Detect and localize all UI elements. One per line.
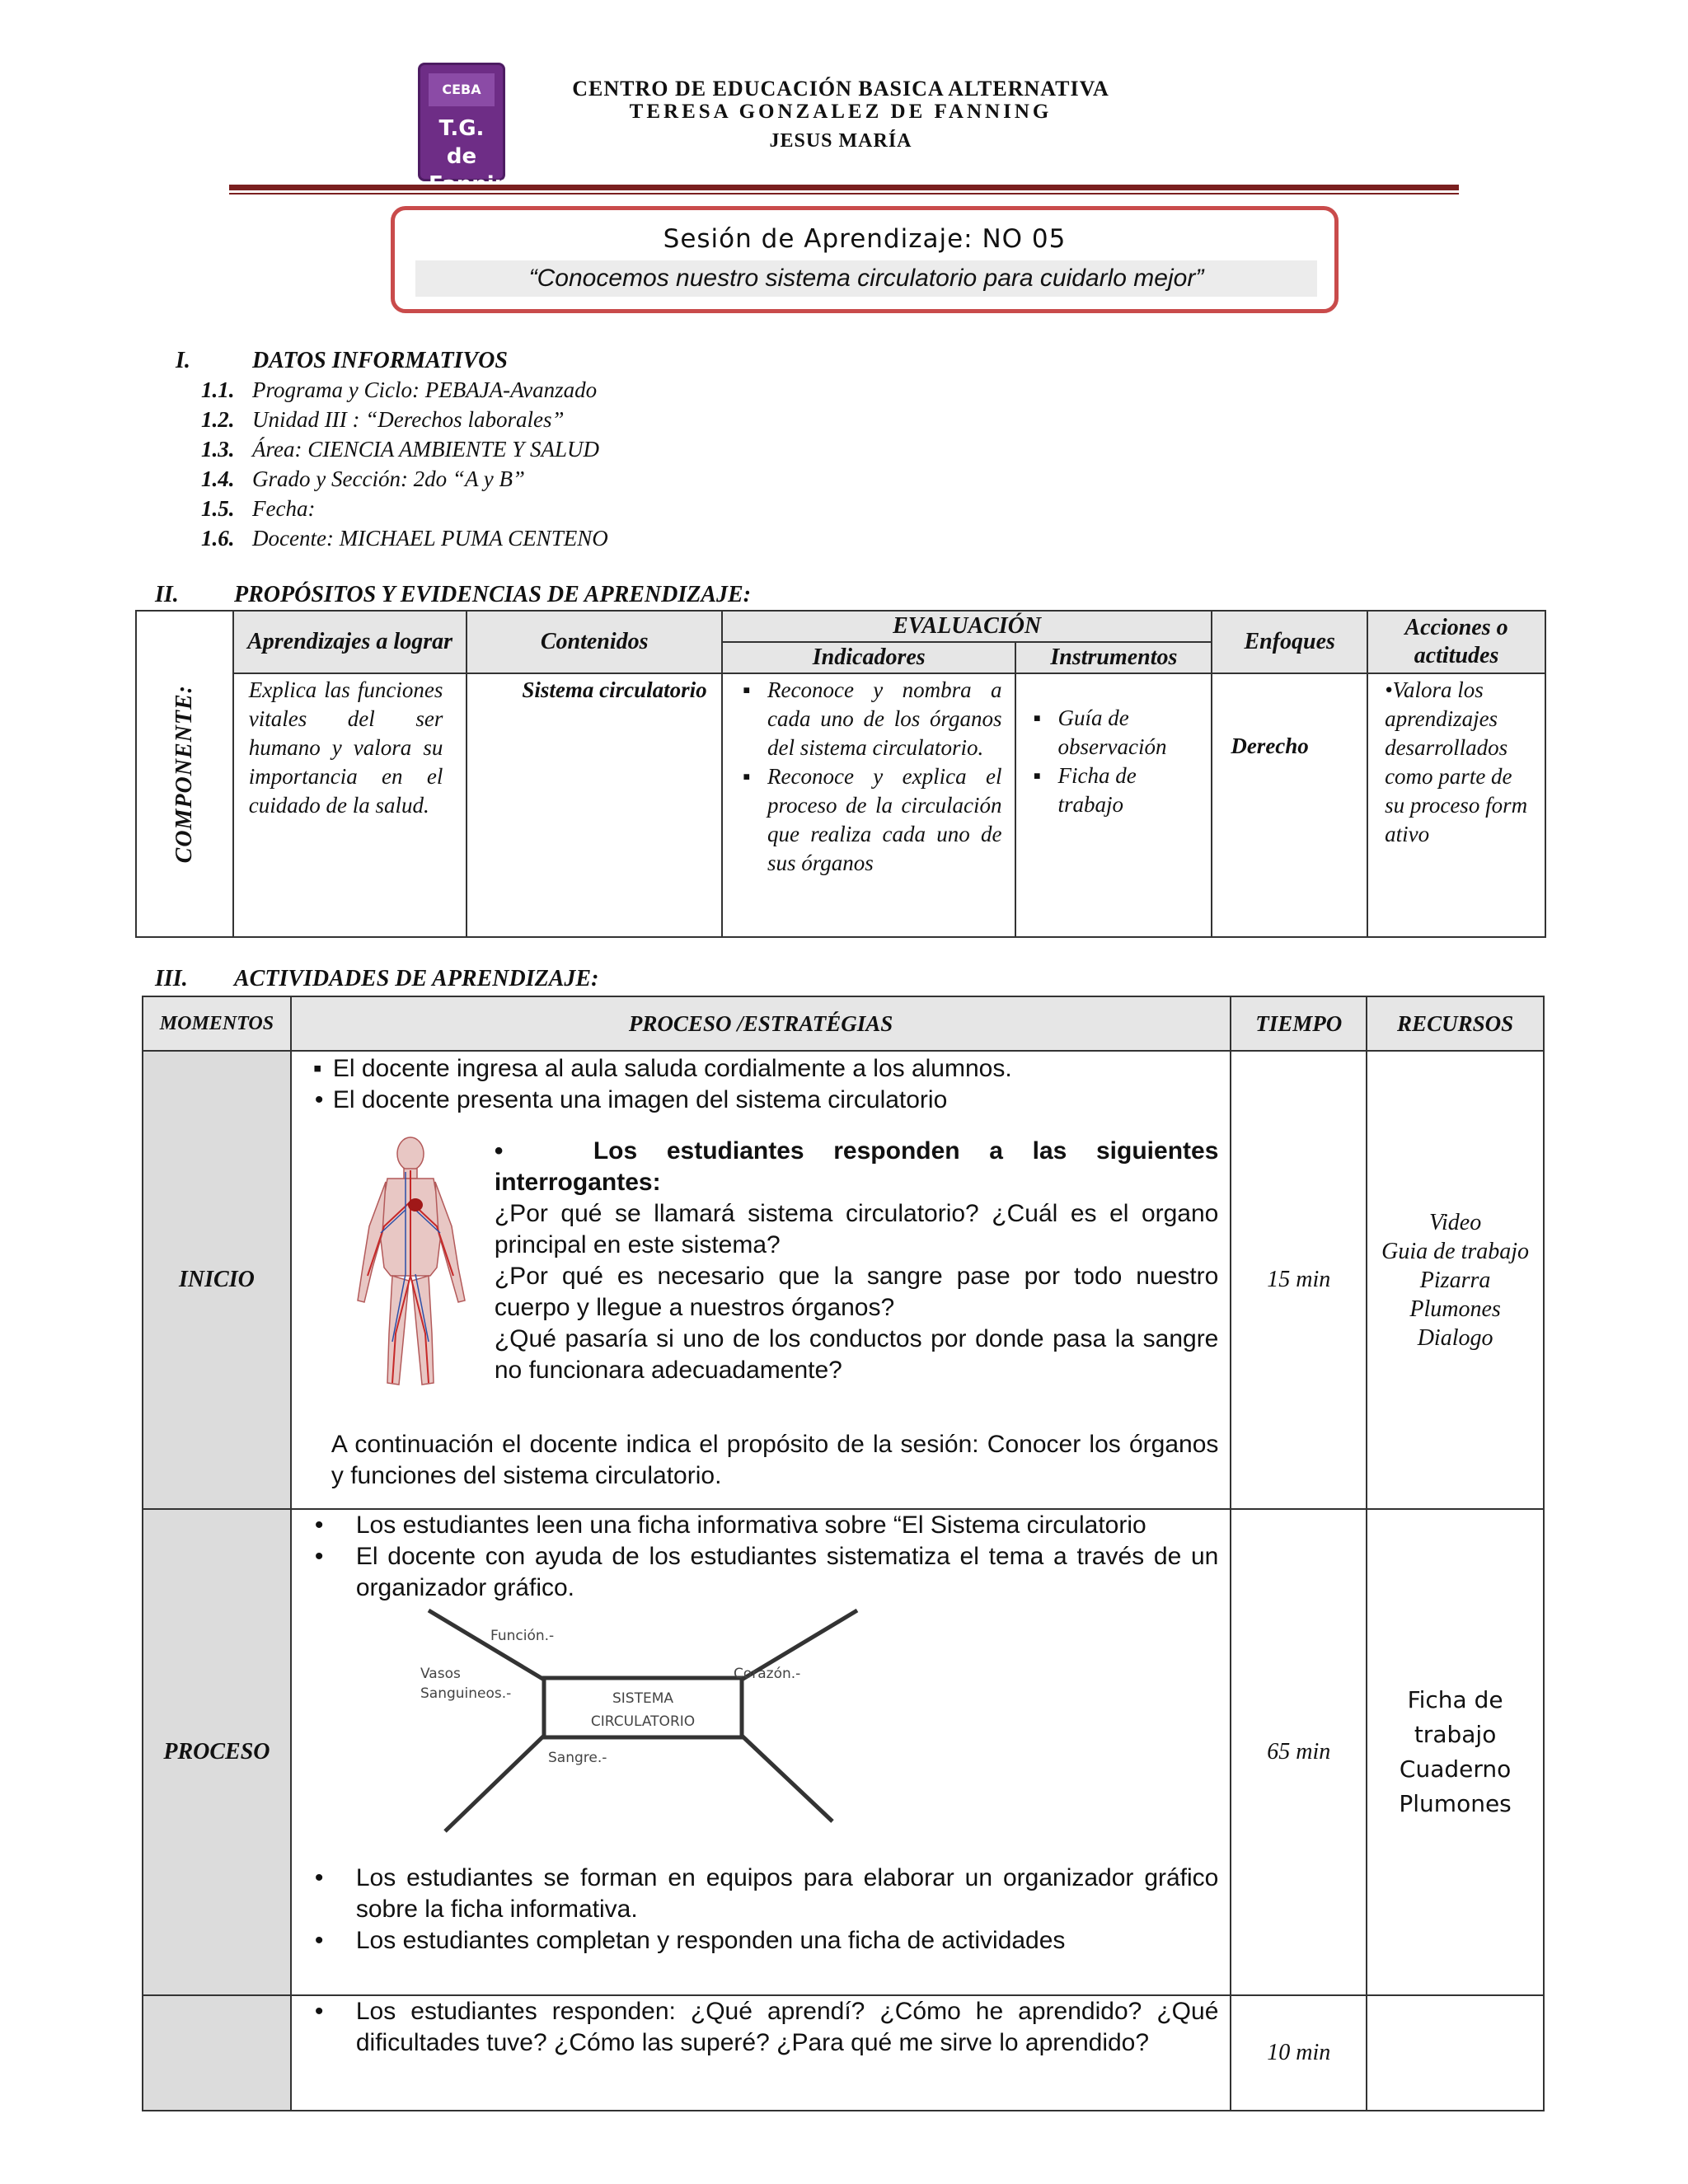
pregunta-3: ¿Qué pasaría si uno de los conductos por donde pasa la sangre no funcionara adecuadamente? [494, 1325, 1219, 1384]
acciones-text: •Valora los aprendizajes desarrollados como parte de su proceso form ativo [1385, 677, 1528, 846]
instrumento-item: ▪ Guía de observación [1025, 704, 1203, 762]
col-aprendizajes: Aprendizajes a lograr [233, 611, 467, 673]
logo-text-top: CEBA [429, 73, 495, 106]
diagram-corazon-label: Corazón.- [733, 1666, 801, 1682]
inicio-list [305, 1053, 1219, 1085]
header-rule [229, 185, 1459, 190]
diagram-funcion-label: Función.- [490, 1628, 555, 1644]
propositos-table [135, 610, 1546, 938]
cierre-list [305, 1996, 1219, 2059]
diagram-vasos-label-2: Sanguineos.- [420, 1685, 512, 1702]
recurso-item: Dialogo [1417, 1324, 1493, 1351]
diagram-center-label-2: CIRCULATORIO [590, 1713, 696, 1730]
indicadores-list [734, 676, 1001, 878]
instrumento-item: ▪ Ficha de trabajo [1025, 762, 1203, 819]
body-silhouette-icon [345, 1136, 476, 1391]
datos-item: 1.4. Grado y Sección: 2do “A y B” [201, 466, 525, 491]
preguntas-title: • Los estudiantes responden a las siguientes interrogantes: [494, 1137, 1219, 1196]
proceso-tiempo: 65 min [1231, 1509, 1367, 1995]
actividades-table [142, 996, 1545, 2111]
school-logo [418, 63, 505, 181]
contenido-text: Sistema circulatorio [522, 677, 707, 702]
recurso-item: Cuaderno [1399, 1755, 1512, 1783]
col-recursos: RECURSOS [1367, 996, 1544, 1051]
inicio-list-2 [305, 1085, 1219, 1116]
datos-item: 1.6. Docente: MICHAEL PUMA CENTENO [201, 526, 608, 551]
diagram-leg-vasos [445, 1736, 544, 1831]
indicador-item: ▪ Reconoce y nombra a cada uno de los órganos del sistema circulatorio. [734, 676, 1001, 762]
proceso-recursos [1367, 1509, 1544, 1995]
section-2-numeral: II. [155, 582, 179, 607]
momento-cierre [143, 1995, 291, 2111]
inicio-tiempo: 15 min [1231, 1051, 1367, 1509]
col-instrumentos: Instrumentos [1015, 642, 1212, 673]
contenido-cell [467, 673, 722, 937]
school-location: JESUS MARÍA [769, 130, 912, 152]
diagram-leg-sangre [742, 1736, 832, 1821]
school-name-line2: TERESA GONZALEZ DE FANNING [629, 101, 1053, 123]
col-indicadores: Indicadores [722, 642, 1015, 673]
datos-list [201, 377, 943, 555]
cierre-tiempo: 10 min [1231, 1995, 1367, 2111]
proceso-list [305, 1510, 1219, 1604]
proceso-item: • Los estudiantes leen una ficha informativa sobre “El Sistema circulatorio [305, 1510, 1219, 1541]
momento-proceso: PROCESO [143, 1509, 291, 1995]
aprendizaje-cell [233, 673, 467, 937]
recurso-item: Video [1428, 1209, 1482, 1235]
recurso-item: Plumones [1399, 1790, 1512, 1817]
inicio-proceso-cell [291, 1051, 1231, 1509]
inicio-recursos [1367, 1051, 1544, 1509]
header-rule-thin [229, 193, 1459, 194]
session-box [391, 206, 1339, 313]
enfoque-cell [1212, 673, 1367, 937]
proceso-list-2 [305, 1863, 1219, 1957]
diagram-sangre-label: Sangre.- [547, 1750, 607, 1766]
acciones-cell [1367, 673, 1545, 937]
recurso-item: Pizarra [1419, 1267, 1491, 1293]
componente-cell [136, 611, 233, 937]
momento-inicio: INICIO [143, 1051, 291, 1509]
organizador-grafico [412, 1605, 874, 1853]
recurso-item: Guia de trabajo [1381, 1238, 1530, 1264]
recurso-item: Ficha de trabajo [1407, 1686, 1503, 1748]
datos-item: 1.1. Programa y Ciclo: PEBAJA-Avanzado [201, 377, 598, 402]
componente-label: COMPONENTE: [171, 684, 198, 864]
col-tiempo: TIEMPO [1231, 996, 1367, 1051]
indicador-item: ▪ Reconoce y explica el proceso de la circulación que realiza cada uno de sus órganos [734, 762, 1001, 878]
recurso-item: Plumones [1409, 1296, 1501, 1322]
aprendizaje-text: Explica las funciones vitales del ser humano y valora su importancia en el cuidado de la salud. [248, 677, 443, 818]
col-momentos: MOMENTOS [143, 996, 291, 1051]
pregunta-1: ¿Por qué se llamará sistema circulatorio? ¿Cuál es el organo principal en este sistema? [494, 1200, 1219, 1258]
cierre-item: • Los estudiantes responden: ¿Qué aprendí? ¿Cómo he aprendido? ¿Qué dificultades tuve? ¿Cómo las superé? ¿Para qué me sirve lo aprendido? [305, 1996, 1219, 2059]
proceso-item: • El docente con ayuda de los estudiantes sistematiza el tema a través de un organizador gráfico. [305, 1541, 1219, 1604]
col-evaluacion: EVALUACIÓN [722, 611, 1212, 642]
datos-item: 1.5. Fecha: [201, 496, 316, 521]
pregunta-2: ¿Por qué es necesario que la sangre pase por todo nuestro cuerpo y llegue a nuestros órganos? [494, 1263, 1219, 1321]
diagram-vasos-label-1: Vasos [420, 1666, 461, 1682]
section-1-heading: DATOS INFORMATIVOS [252, 348, 508, 373]
logo-text-bottom: T.G. de [438, 116, 485, 169]
indicadores-cell [722, 673, 1015, 937]
enfoque-text: Derecho [1231, 733, 1309, 758]
session-subtitle: “Conocemos nuestro sistema circulatorio para cuidarlo mejor” [415, 260, 1317, 297]
proceso-item: • Los estudiantes completan y responden una ficha de actividades [305, 1925, 1219, 1957]
col-acciones: Acciones o actitudes [1367, 611, 1545, 673]
preguntas-block [495, 1136, 1219, 1399]
datos-item: 1.3. Área: CIENCIA AMBIENTE Y SALUD [201, 437, 599, 462]
col-contenidos: Contenidos [467, 611, 722, 673]
col-enfoques: Enfoques [1212, 611, 1367, 673]
instrumentos-list [1025, 704, 1203, 819]
cierre-recursos [1367, 1995, 1544, 2111]
proceso-cell [291, 1509, 1231, 1995]
section-1-numeral: I. [176, 348, 190, 373]
inicio-figure-row [305, 1136, 1219, 1399]
human-circulatory-figure [305, 1136, 495, 1399]
datos-item: 1.2. Unidad III : “Derechos laborales” [201, 407, 565, 432]
inicio-item: ▪ El docente ingresa al aula saluda cordialmente a los alumnos. [305, 1053, 1219, 1085]
cierre-cell [291, 1995, 1231, 2111]
proceso-item: • Los estudiantes se forman en equipos para elaborar un organizador gráfico sobre la ficha informativa. [305, 1863, 1219, 1925]
session-title: Sesión de Aprendizaje: NO 05 [663, 224, 1067, 254]
section-2-heading: PROPÓSITOS Y EVIDENCIAS DE APRENDIZAJE: [234, 582, 752, 607]
col-proceso: PROCESO /ESTRATÉGIAS [291, 996, 1231, 1051]
diagram-center-label-1: SISTEMA [612, 1690, 673, 1707]
section-3-numeral: III. [155, 966, 188, 991]
section-3-heading: ACTIVIDADES DE APRENDIZAJE: [234, 966, 599, 991]
inicio-item: • El docente presenta una imagen del sistema circulatorio [305, 1085, 1219, 1116]
instrumentos-cell [1015, 673, 1212, 937]
school-name-line1: CENTRO DE EDUCACIÓN BASICA ALTERNATIVA [572, 77, 1109, 101]
proposito-text: A continuación el docente indica el propósito de la sesión: Conocer los órganos y funciones del sistema circulatorio. [331, 1431, 1219, 1489]
